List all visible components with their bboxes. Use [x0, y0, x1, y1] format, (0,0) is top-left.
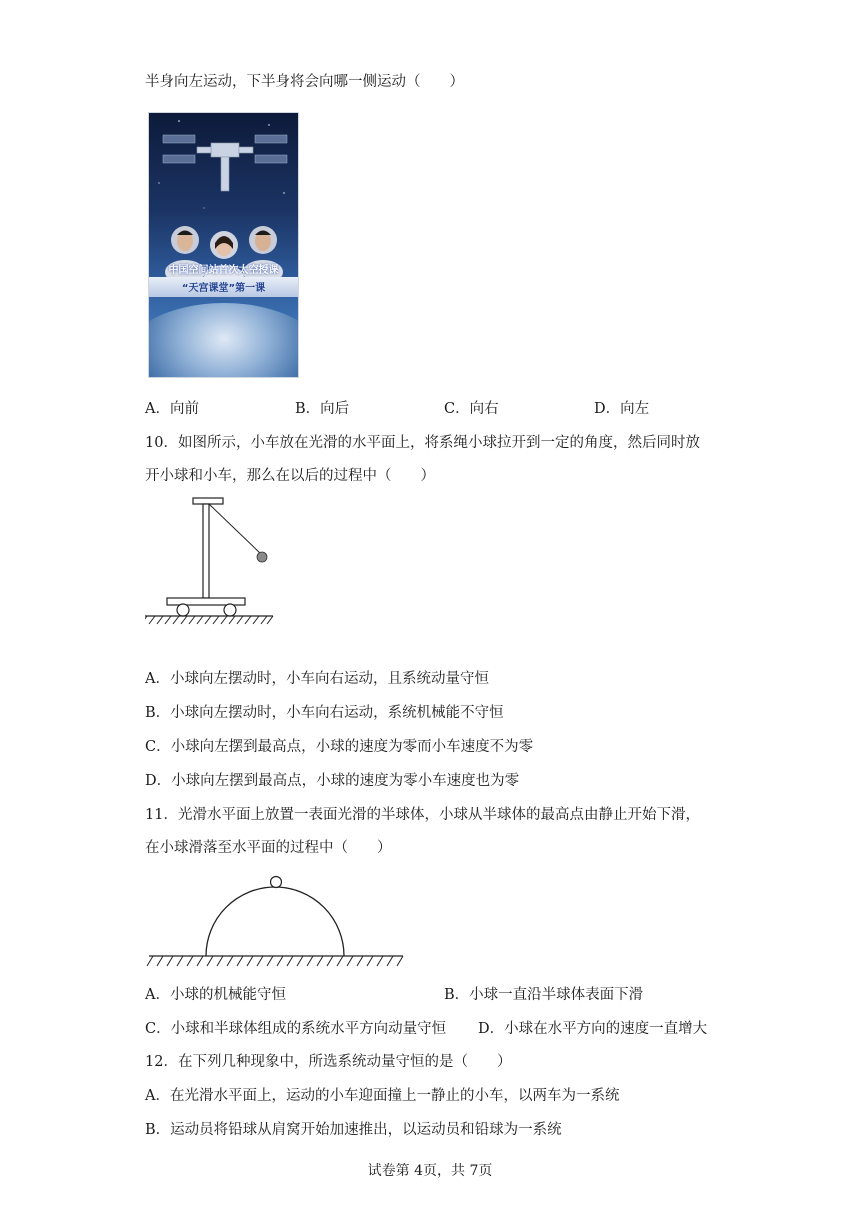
cart-pendulum-figure — [145, 494, 280, 626]
tiangong-classroom-poster — [148, 112, 299, 378]
q9-option-c: C．向右 — [444, 401, 499, 417]
wheel-left-icon — [177, 604, 189, 616]
q10-option-c: C．小球向左摆到最高点，小球的速度为零而小车速度不为零 — [145, 739, 534, 755]
q10-stem-line1: 10．如图所示，小车放在光滑的水平面上，将系绳小球拉开到一定的角度，然后同时放 — [145, 435, 700, 451]
hemisphere-shape — [206, 887, 344, 956]
hemisphere-figure — [145, 872, 407, 972]
q10-option-a: A．小球向左摆动时，小车向右运动，且系统动量守恒 — [145, 671, 489, 687]
q11-stem-line1: 11．光滑水平面上放置一表面光滑的半球体，小球从半球体的最高点由静止开始下滑， — [145, 807, 700, 823]
poster-subtitle: “天宫课堂”第一课 — [181, 283, 266, 294]
poster-title: 中国空间站首次太空授课 — [168, 265, 279, 276]
q11-option-d: D．小球在水平方向的速度一直增大 — [478, 1021, 708, 1037]
q10-stem-line2: 开小球和小车，那么在以后的过程中（ ） — [145, 468, 435, 484]
q11-stem-line2: 在小球滑落至水平面的过程中（ ） — [145, 840, 392, 856]
q10-option-b: B．小球向左摆动时，小车向右运动，系统机械能不守恒 — [145, 705, 504, 721]
q11-option-b: B．小球一直沿半球体表面下滑 — [444, 987, 644, 1003]
q11-option-a: A．小球的机械能守恒 — [145, 987, 286, 1003]
q12-stem: 12．在下列几种现象中，所选系统动量守恒的是（ ） — [145, 1054, 512, 1070]
q11-option-c: C．小球和半球体组成的系统水平方向动量守恒 — [145, 1021, 447, 1037]
ball-icon — [271, 877, 282, 888]
q12-option-a: A．在光滑水平面上，运动的小车迎面撞上一静止的小车，以两车为一系统 — [145, 1088, 620, 1104]
q10-option-d: D．小球向左摆到最高点，小球的速度为零小车速度也为零 — [145, 773, 520, 789]
ball-icon — [257, 552, 267, 562]
space-station-icon — [149, 113, 298, 223]
q9-option-b: B．向后 — [295, 401, 350, 417]
page-footer: 试卷第 4页，共 7页 — [367, 1163, 493, 1179]
q9-stem-tail: 半身向左运动，下半身将会向哪一侧运动（ ） — [145, 74, 464, 90]
q9-option-d: D．向左 — [594, 401, 650, 417]
q12-option-b: B．运动员将铅球从肩窝开始加速推出，以运动员和铅球为一系统 — [145, 1122, 562, 1138]
wheel-right-icon — [224, 604, 236, 616]
q9-option-a: A．向前 — [145, 401, 199, 417]
earth-image — [148, 303, 299, 378]
